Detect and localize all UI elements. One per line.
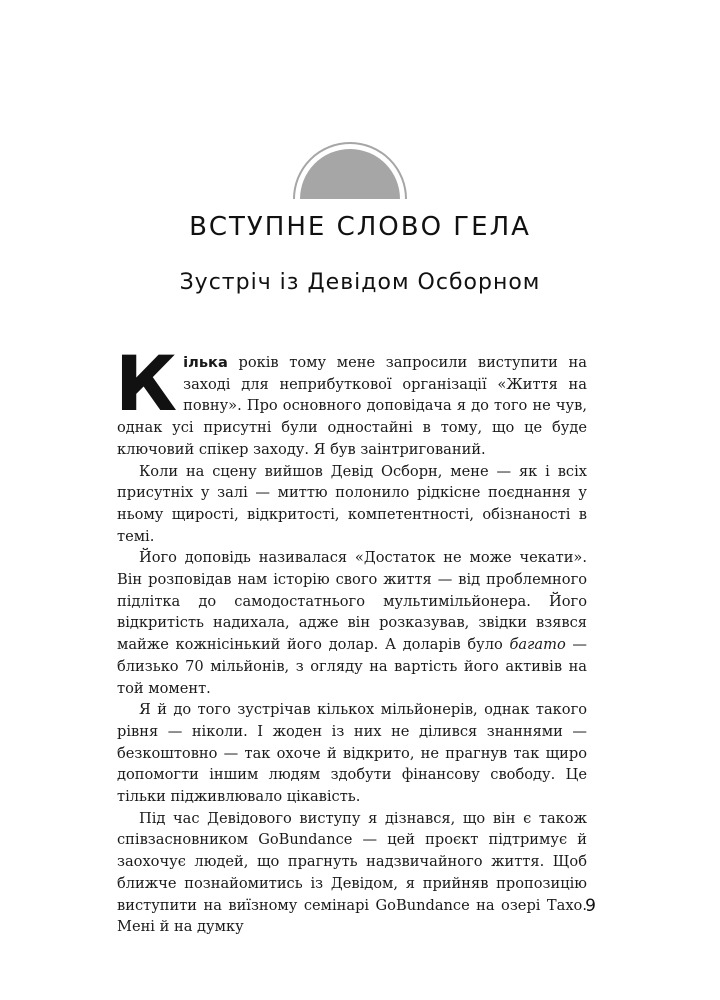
page-number: 9 xyxy=(585,896,596,916)
paragraph-5: Під час Девідового виступу я дізнався, що він є також співзасновником GoBundance — цей проєкт підтримує й заохочує людей, що прагнуть надзвичайного життя. Щоб ближче познайомитись із Девідом, я прийняв пропозицію виступити на виїзному семінарі GoBundance на озері Тахо. Мені й на думку xyxy=(117,809,587,936)
body-text xyxy=(115,339,588,938)
chapter-emblem xyxy=(290,139,410,201)
paragraph-3-text-a: Його доповідь називалася «Достаток не може чекати». Він розповідав нам історію свого життя — від проблемного підлітка до самодостатнього мультимільйонера. Його відкритість надихала, адже він розказував, звідки взявся майже кожнісінький його долар. А доларів було xyxy=(117,549,587,654)
paragraph-1-text: років тому мене запросили виступити на заході для неприбуткової організації «Життя на повну». Про основного доповідача я до того не чув, однак усі присутні були одностайні в тому, що це буде ключовий спікер заходу. Я був заінтригований. xyxy=(117,354,587,458)
paragraph-1 xyxy=(115,339,587,461)
lead-word: ілька xyxy=(183,354,228,371)
paragraph-2: Коли на сцену вийшов Девід Осборн, мене — як і всіх присутніх у залі — миттю полонило рідкісне поєднання у ньому щирості, відкритості, компетентності, обізнаності в темі. xyxy=(117,462,587,545)
paragraph-3-text-b: — близько 70 мільйонів, з огляду на вартість його активів на той момент. xyxy=(117,636,588,697)
paragraph-3-emphasis: багато xyxy=(509,636,566,654)
paragraph-3 xyxy=(117,547,587,699)
drop-cap: К xyxy=(115,339,178,428)
chapter-subtitle: Зустріч із Девідом Осборном xyxy=(179,270,541,295)
paragraph-4: Я й до того зустрічав кількох мільйонерів, однак такого рівня — ніколи. І жоден із них не ділився знаннями — безкоштовно — так охоче й відкрито, не прагнув так щиро допомогти іншим людям здобути фінансову свободу. Це тільки підживлювало цікавість. xyxy=(117,701,587,806)
chapter-title: ВСТУПНЕ СЛОВО ГЕЛА xyxy=(189,212,531,242)
half-circle-icon xyxy=(290,139,410,201)
